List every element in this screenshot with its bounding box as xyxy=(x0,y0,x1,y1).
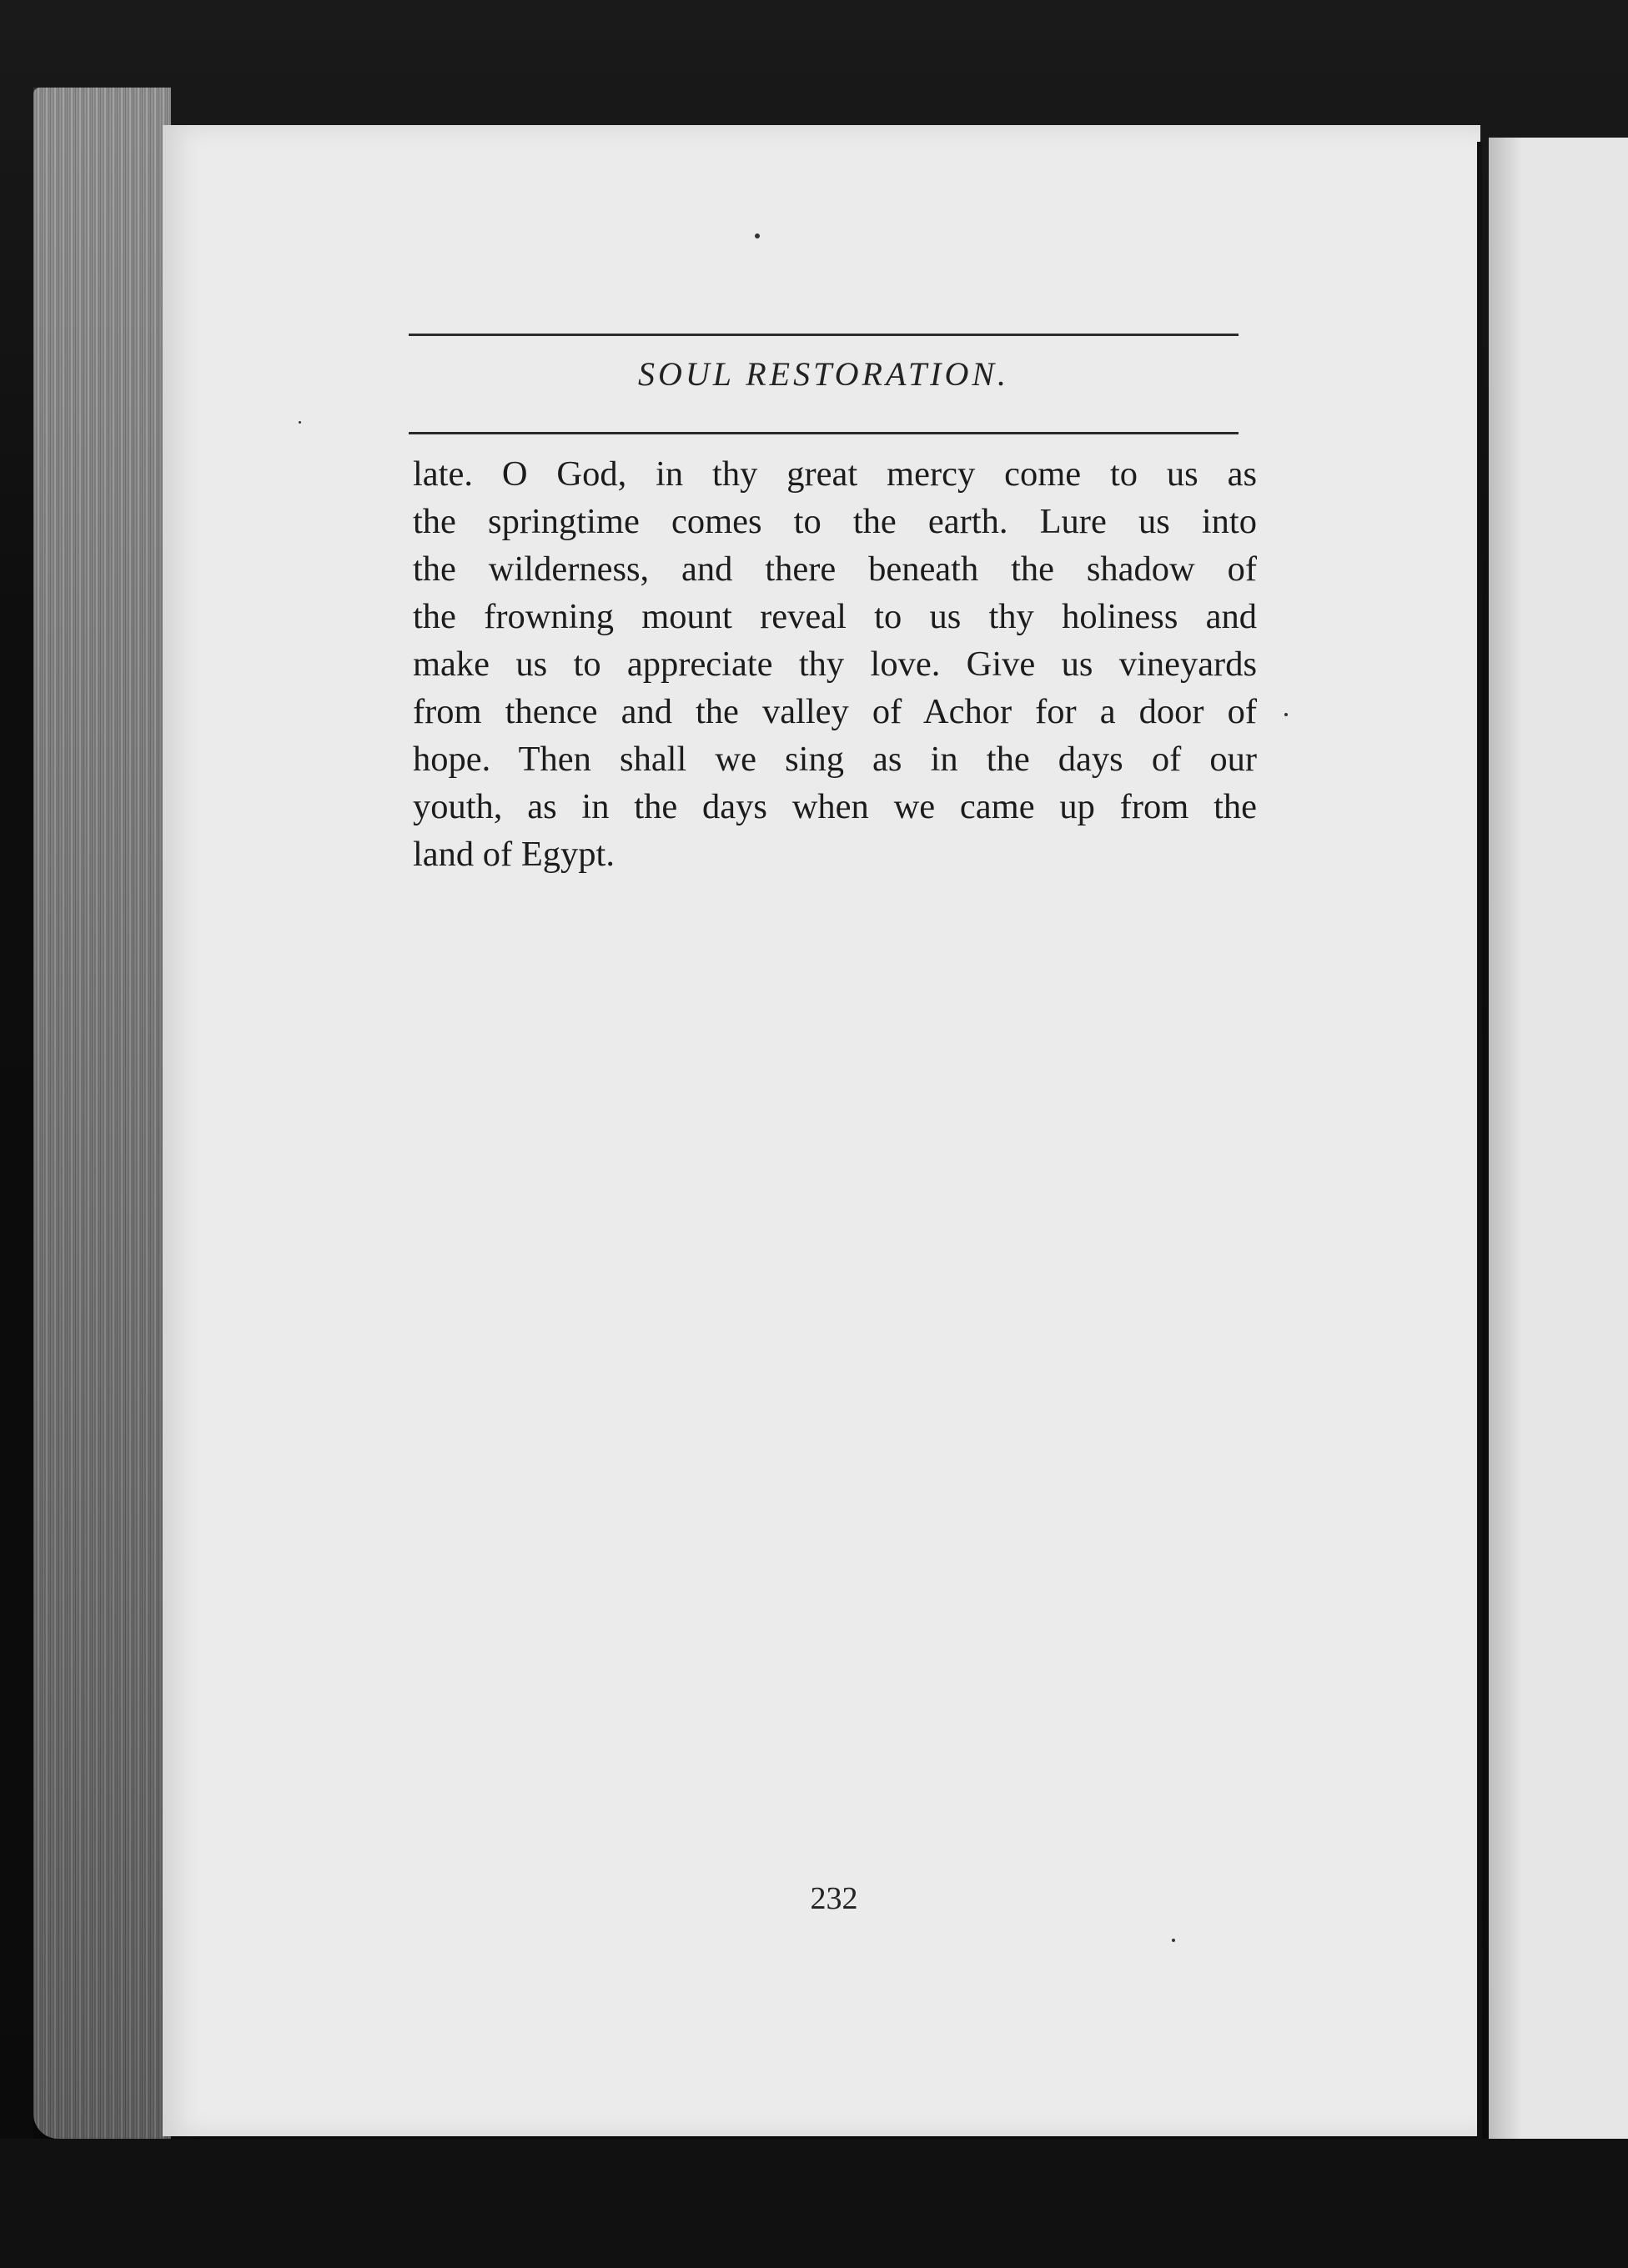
text-line: the springtime comes to the earth. Lure us into xyxy=(413,502,1257,541)
scan-speck xyxy=(1172,1939,1175,1942)
text-line: youth, as in the days when we came up from the xyxy=(413,787,1257,826)
running-head: SOUL RESTORATION. xyxy=(637,355,1010,393)
body-paragraph xyxy=(413,450,1257,878)
book-page xyxy=(163,125,1480,2136)
scan-speck xyxy=(755,233,760,238)
facing-page-shadow xyxy=(1489,138,1522,2139)
text-line: land of Egypt. xyxy=(413,835,615,874)
text-line: the frowning mount reveal to us thy holiness and xyxy=(413,597,1257,636)
scan-speck xyxy=(299,421,301,424)
text-line: the wilderness, and there beneath the shadow of xyxy=(413,549,1257,589)
scan-bottom-border xyxy=(0,2139,1628,2268)
text-line: from thence and the valley of Achor for a door of xyxy=(413,692,1257,731)
text-line: make us to appreciate thy love. Give us vineyards xyxy=(413,645,1257,684)
text-line: late. O God, in thy great mercy come to us as xyxy=(413,454,1257,494)
header-rule-top xyxy=(409,334,1239,336)
page-number: 232 xyxy=(810,1881,858,1916)
scan-speck xyxy=(1284,713,1288,716)
gutter-line xyxy=(1477,142,1482,2143)
text-line: hope. Then shall we sing as in the days of our xyxy=(413,740,1257,779)
book-page-edges xyxy=(33,88,171,2139)
header-rule-bottom xyxy=(409,432,1239,434)
